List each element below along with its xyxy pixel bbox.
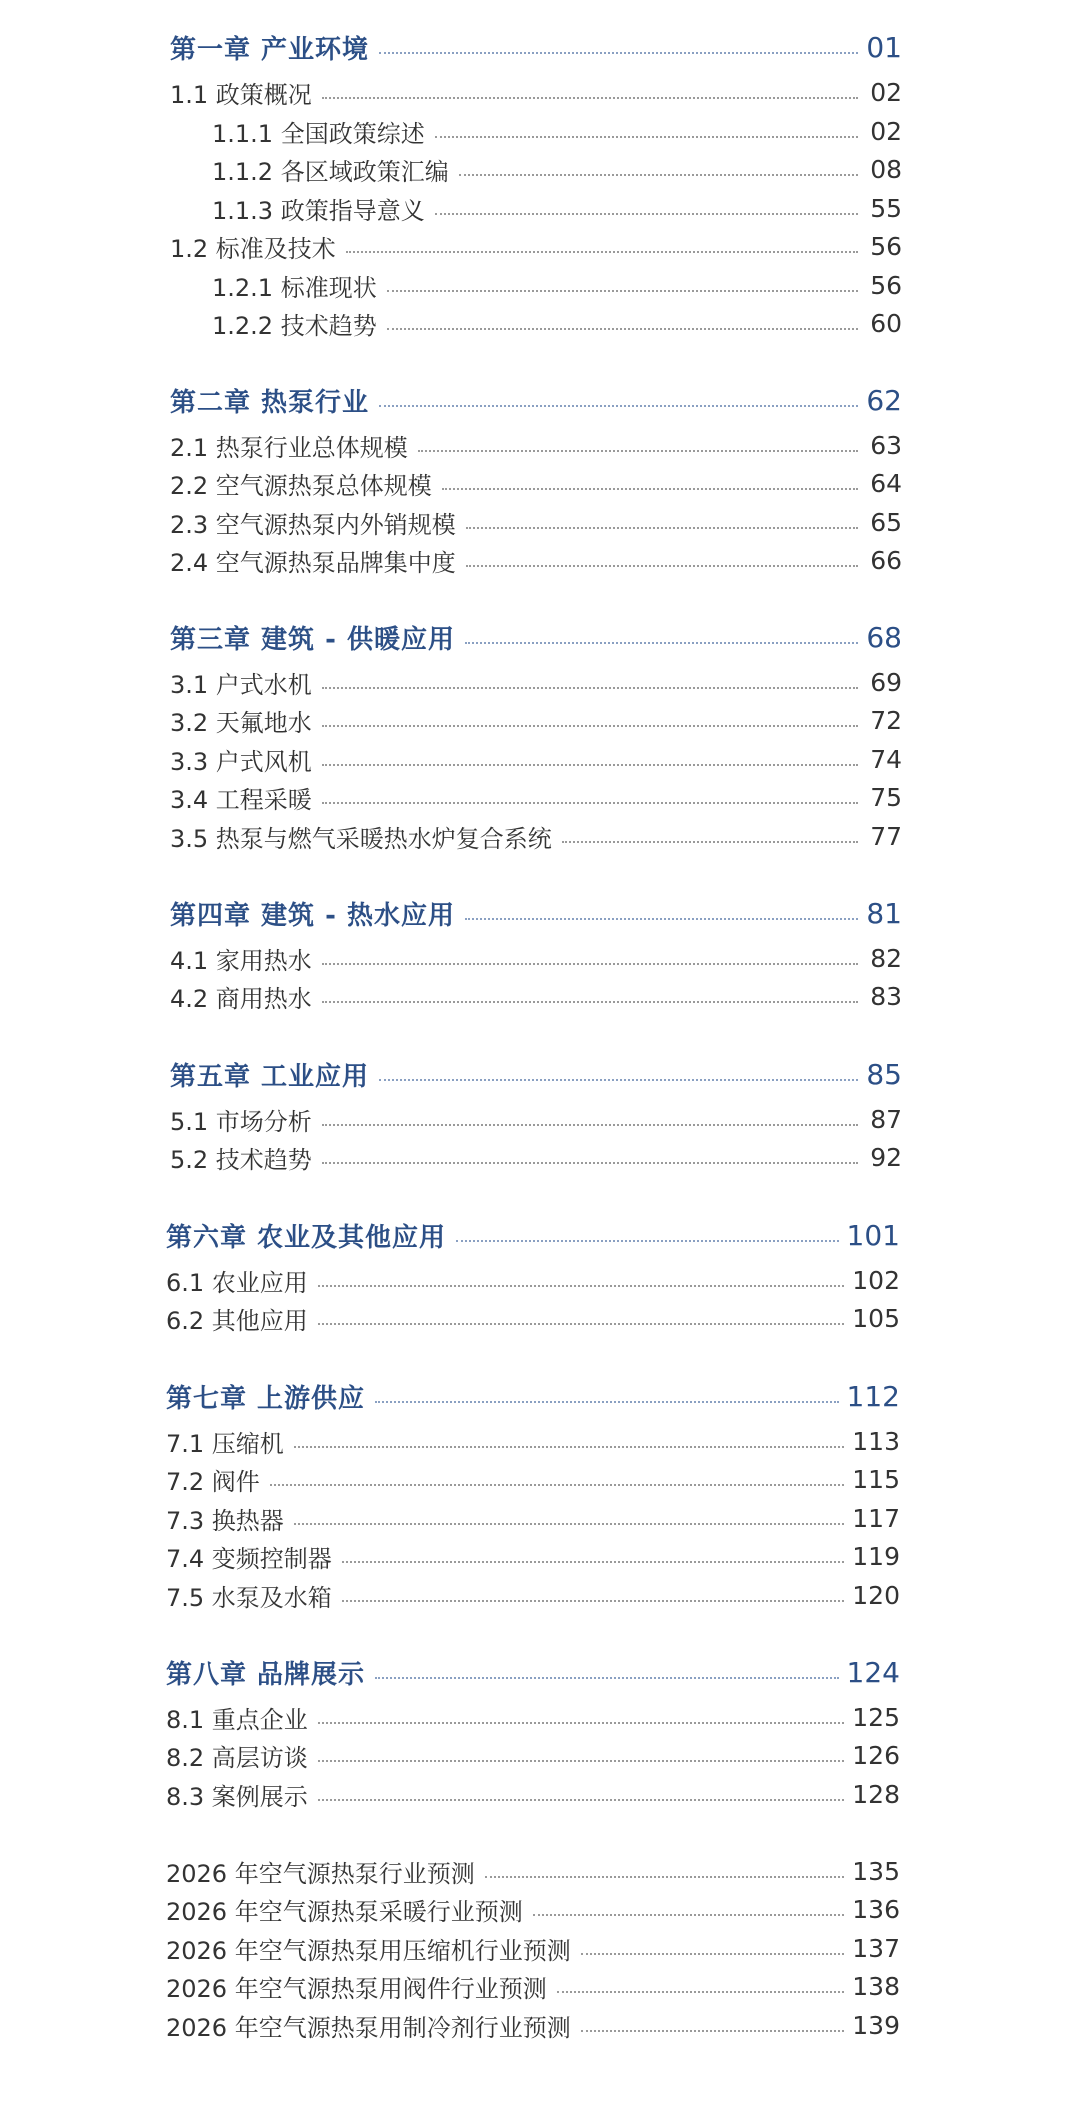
toc-entry[interactable] bbox=[170, 976, 902, 1016]
toc-entry-title: 第二章 热泵行业 bbox=[170, 387, 370, 418]
toc-page-number: 136 bbox=[852, 1894, 900, 1924]
toc-entry[interactable] bbox=[166, 1260, 900, 1300]
toc-entry-title: 1.2.1 标准现状 bbox=[212, 273, 377, 302]
toc-entry-title: 2.1 热泵行业总体规模 bbox=[170, 433, 408, 462]
toc-entry-title: 3.1 户式水机 bbox=[170, 670, 312, 699]
toc-page-number: 105 bbox=[852, 1303, 900, 1333]
toc-page-number: 81 bbox=[866, 896, 902, 930]
toc-entry[interactable] bbox=[166, 1459, 900, 1499]
toc-entry-title: 6.1 农业应用 bbox=[166, 1268, 308, 1297]
toc-entry-title: 6.2 其他应用 bbox=[166, 1306, 308, 1335]
toc-entry[interactable] bbox=[212, 111, 902, 151]
dotted-leader bbox=[322, 1162, 858, 1164]
toc-entry[interactable] bbox=[170, 1137, 902, 1177]
toc-entry[interactable] bbox=[170, 662, 902, 702]
toc-page-number: 126 bbox=[852, 1740, 900, 1770]
toc-page-number: 82 bbox=[870, 943, 902, 973]
toc-entry-title: 2.3 空气源热泵内外销规模 bbox=[170, 510, 456, 539]
toc-entry-title: 第七章 上游供应 bbox=[166, 1383, 366, 1414]
toc-entry[interactable] bbox=[170, 463, 902, 503]
dotted-leader bbox=[318, 1799, 844, 1801]
toc-entry[interactable] bbox=[166, 1928, 900, 1968]
toc-chapter-entry[interactable] bbox=[166, 1215, 900, 1255]
toc-entry-title: 2.2 空气源热泵总体规模 bbox=[170, 471, 432, 500]
toc-chapter-entry[interactable] bbox=[170, 1054, 902, 1094]
dotted-leader bbox=[533, 1914, 845, 1916]
toc-entry[interactable] bbox=[166, 1889, 900, 1929]
toc-page-number: 113 bbox=[852, 1426, 900, 1456]
toc-entry-title: 1.1.2 各区域政策汇编 bbox=[212, 157, 449, 186]
toc-entry-title: 7.5 水泵及水箱 bbox=[166, 1583, 332, 1612]
dotted-leader bbox=[318, 1285, 844, 1287]
toc-page-number: 64 bbox=[870, 468, 902, 498]
toc-entry-title: 2026 年空气源热泵用压缩机行业预测 bbox=[166, 1936, 571, 1965]
toc-page-number: 02 bbox=[870, 77, 902, 107]
toc-entry-title: 第三章 建筑 - 供暖应用 bbox=[170, 624, 455, 655]
toc-entry-title: 7.1 压缩机 bbox=[166, 1429, 284, 1458]
toc-chapter-entry[interactable] bbox=[170, 893, 902, 933]
dotted-leader bbox=[322, 687, 858, 689]
toc-entry[interactable] bbox=[166, 2005, 900, 2045]
dotted-leader bbox=[581, 2030, 845, 2032]
dotted-leader bbox=[485, 1876, 845, 1878]
toc-entry-title: 8.2 高层访谈 bbox=[166, 1743, 308, 1772]
dotted-leader bbox=[465, 918, 858, 920]
toc-page-number: 65 bbox=[870, 507, 902, 537]
toc-page-number: 60 bbox=[870, 308, 902, 338]
dotted-leader bbox=[442, 488, 858, 490]
toc-entry[interactable] bbox=[170, 502, 902, 542]
toc-chapter-entry[interactable] bbox=[170, 27, 902, 67]
toc-page-number: 139 bbox=[852, 2010, 900, 2040]
toc-entry-title: 5.2 技术趋势 bbox=[170, 1145, 312, 1174]
dotted-leader bbox=[379, 1079, 858, 1081]
toc-entry-title: 3.4 工程采暖 bbox=[170, 785, 312, 814]
toc-page-number: 63 bbox=[870, 430, 902, 460]
dotted-leader bbox=[322, 963, 858, 965]
toc-page-number: 62 bbox=[866, 383, 902, 417]
toc-entry[interactable] bbox=[170, 700, 902, 740]
toc-entry-title: 第六章 农业及其他应用 bbox=[166, 1222, 447, 1253]
toc-entry-title: 第五章 工业应用 bbox=[170, 1061, 370, 1092]
toc-entry[interactable] bbox=[166, 1735, 900, 1775]
toc-entry[interactable] bbox=[166, 1575, 900, 1615]
dotted-leader bbox=[466, 527, 858, 529]
toc-page-number: 69 bbox=[870, 667, 902, 697]
toc-page-number: 92 bbox=[870, 1142, 902, 1172]
dotted-leader bbox=[387, 290, 858, 292]
toc-page-number: 124 bbox=[846, 1655, 900, 1689]
toc-entry[interactable] bbox=[170, 816, 902, 856]
toc-entry[interactable] bbox=[170, 540, 902, 580]
dotted-leader bbox=[294, 1523, 844, 1525]
toc-page-number: 137 bbox=[852, 1933, 900, 1963]
toc-entry-title: 2.4 空气源热泵品牌集中度 bbox=[170, 548, 456, 577]
toc-entry[interactable] bbox=[166, 1774, 900, 1814]
toc-entry[interactable] bbox=[166, 1421, 900, 1461]
toc-entry[interactable] bbox=[166, 1536, 900, 1576]
toc-entry-title: 3.3 户式风机 bbox=[170, 747, 312, 776]
dotted-leader bbox=[465, 642, 858, 644]
toc-entry[interactable] bbox=[170, 72, 902, 112]
dotted-leader bbox=[342, 1561, 844, 1563]
toc-chapter-entry[interactable] bbox=[166, 1652, 900, 1692]
dotted-leader bbox=[318, 1760, 844, 1762]
dotted-leader bbox=[557, 1991, 845, 1993]
dotted-leader bbox=[322, 97, 858, 99]
dotted-leader bbox=[322, 725, 858, 727]
dotted-leader bbox=[379, 405, 858, 407]
dotted-leader bbox=[387, 328, 858, 330]
toc-chapter-entry[interactable] bbox=[166, 1376, 900, 1416]
toc-entry-title: 第一章 产业环境 bbox=[170, 34, 370, 65]
dotted-leader bbox=[322, 802, 858, 804]
toc-entry[interactable] bbox=[170, 425, 902, 465]
toc-page-number: 117 bbox=[852, 1503, 900, 1533]
dotted-leader bbox=[322, 1124, 858, 1126]
toc-chapter-entry[interactable] bbox=[170, 380, 902, 420]
toc-entry[interactable] bbox=[170, 1099, 902, 1139]
toc-page-number: 08 bbox=[870, 154, 902, 184]
dotted-leader bbox=[418, 450, 858, 452]
toc-page-number: 01 bbox=[866, 30, 902, 64]
toc-page-number: 120 bbox=[852, 1580, 900, 1610]
dotted-leader bbox=[375, 1677, 838, 1679]
dotted-leader bbox=[294, 1446, 844, 1448]
toc-page-number: 119 bbox=[852, 1541, 900, 1571]
toc-entry[interactable] bbox=[166, 1298, 900, 1338]
toc-page-number: 56 bbox=[870, 231, 902, 261]
toc-entry-title: 7.4 变频控制器 bbox=[166, 1544, 332, 1573]
toc-entry[interactable] bbox=[212, 265, 902, 305]
toc-entry-title: 3.5 热泵与燃气采暖热水炉复合系统 bbox=[170, 824, 552, 853]
toc-entry[interactable] bbox=[170, 226, 902, 266]
toc-page-number: 83 bbox=[870, 981, 902, 1011]
dotted-leader bbox=[318, 1323, 844, 1325]
toc-page-number: 125 bbox=[852, 1702, 900, 1732]
toc-entry[interactable] bbox=[166, 1697, 900, 1737]
toc-entry-title: 1.1.1 全国政策综述 bbox=[212, 119, 425, 148]
dotted-leader bbox=[375, 1401, 838, 1403]
toc-entry-title: 7.3 换热器 bbox=[166, 1506, 284, 1535]
toc-entry-title: 1.1.3 政策指导意义 bbox=[212, 196, 425, 225]
toc-page-number: 138 bbox=[852, 1971, 900, 2001]
dotted-leader bbox=[342, 1600, 844, 1602]
toc-entry-title: 8.1 重点企业 bbox=[166, 1705, 308, 1734]
dotted-leader bbox=[456, 1240, 838, 1242]
toc-entry-title: 7.2 阀件 bbox=[166, 1467, 260, 1496]
dotted-leader bbox=[435, 136, 858, 138]
toc-entry-title: 8.3 案例展示 bbox=[166, 1782, 308, 1811]
toc-page-number: 102 bbox=[852, 1265, 900, 1295]
toc-page-number: 87 bbox=[870, 1104, 902, 1134]
toc-page-number: 75 bbox=[870, 782, 902, 812]
toc-page-number: 135 bbox=[852, 1856, 900, 1886]
toc-entry-title: 2026 年空气源热泵采暖行业预测 bbox=[166, 1897, 523, 1926]
toc-entry[interactable] bbox=[212, 149, 902, 189]
toc-entry-title: 2026 年空气源热泵行业预测 bbox=[166, 1859, 475, 1888]
toc-chapter-entry[interactable] bbox=[170, 617, 902, 657]
toc-page-number: 101 bbox=[846, 1218, 900, 1252]
toc-page-number: 56 bbox=[870, 270, 902, 300]
toc-entry[interactable] bbox=[170, 777, 902, 817]
dotted-leader bbox=[322, 764, 858, 766]
toc-page-number: 115 bbox=[852, 1464, 900, 1494]
dotted-leader bbox=[322, 1001, 858, 1003]
toc-entry-title: 4.1 家用热水 bbox=[170, 946, 312, 975]
toc-entry-title: 2026 年空气源热泵用制冷剂行业预测 bbox=[166, 2013, 571, 2042]
toc-entry[interactable] bbox=[166, 1498, 900, 1538]
toc-page-number: 66 bbox=[870, 545, 902, 575]
dotted-leader bbox=[459, 174, 858, 176]
toc-entry[interactable] bbox=[166, 1966, 900, 2006]
dotted-leader bbox=[346, 251, 858, 253]
toc-entry[interactable] bbox=[170, 938, 902, 978]
toc-page-number: 72 bbox=[870, 705, 902, 735]
toc-entry-title: 3.2 天氟地水 bbox=[170, 708, 312, 737]
toc-entry-title: 1.2 标准及技术 bbox=[170, 234, 336, 263]
dotted-leader bbox=[379, 52, 858, 54]
dotted-leader bbox=[581, 1953, 845, 1955]
dotted-leader bbox=[562, 841, 858, 843]
toc-page-number: 128 bbox=[852, 1779, 900, 1809]
toc-entry[interactable] bbox=[170, 739, 902, 779]
dotted-leader bbox=[318, 1722, 844, 1724]
toc-page-number: 85 bbox=[866, 1057, 902, 1091]
toc-page-number: 77 bbox=[870, 821, 902, 851]
toc-entry[interactable] bbox=[212, 188, 902, 228]
toc-entry-title: 第四章 建筑 - 热水应用 bbox=[170, 900, 455, 931]
toc-entry-title: 2026 年空气源热泵用阀件行业预测 bbox=[166, 1974, 547, 2003]
dotted-leader bbox=[270, 1484, 844, 1486]
toc-entry-title: 1.1 政策概况 bbox=[170, 80, 312, 109]
toc-entry-title: 4.2 商用热水 bbox=[170, 984, 312, 1013]
dotted-leader bbox=[435, 213, 858, 215]
toc-page-number: 68 bbox=[866, 620, 902, 654]
toc-page-number: 55 bbox=[870, 193, 902, 223]
toc-entry-title: 5.1 市场分析 bbox=[170, 1107, 312, 1136]
toc-page-number: 02 bbox=[870, 116, 902, 146]
dotted-leader bbox=[466, 565, 858, 567]
toc-entry-title: 第八章 品牌展示 bbox=[166, 1659, 366, 1690]
toc-entry[interactable] bbox=[166, 1851, 900, 1891]
toc-entry-title: 1.2.2 技术趋势 bbox=[212, 311, 377, 340]
toc-page-number: 74 bbox=[870, 744, 902, 774]
toc-page-number: 112 bbox=[846, 1379, 900, 1413]
toc-entry[interactable] bbox=[212, 303, 902, 343]
